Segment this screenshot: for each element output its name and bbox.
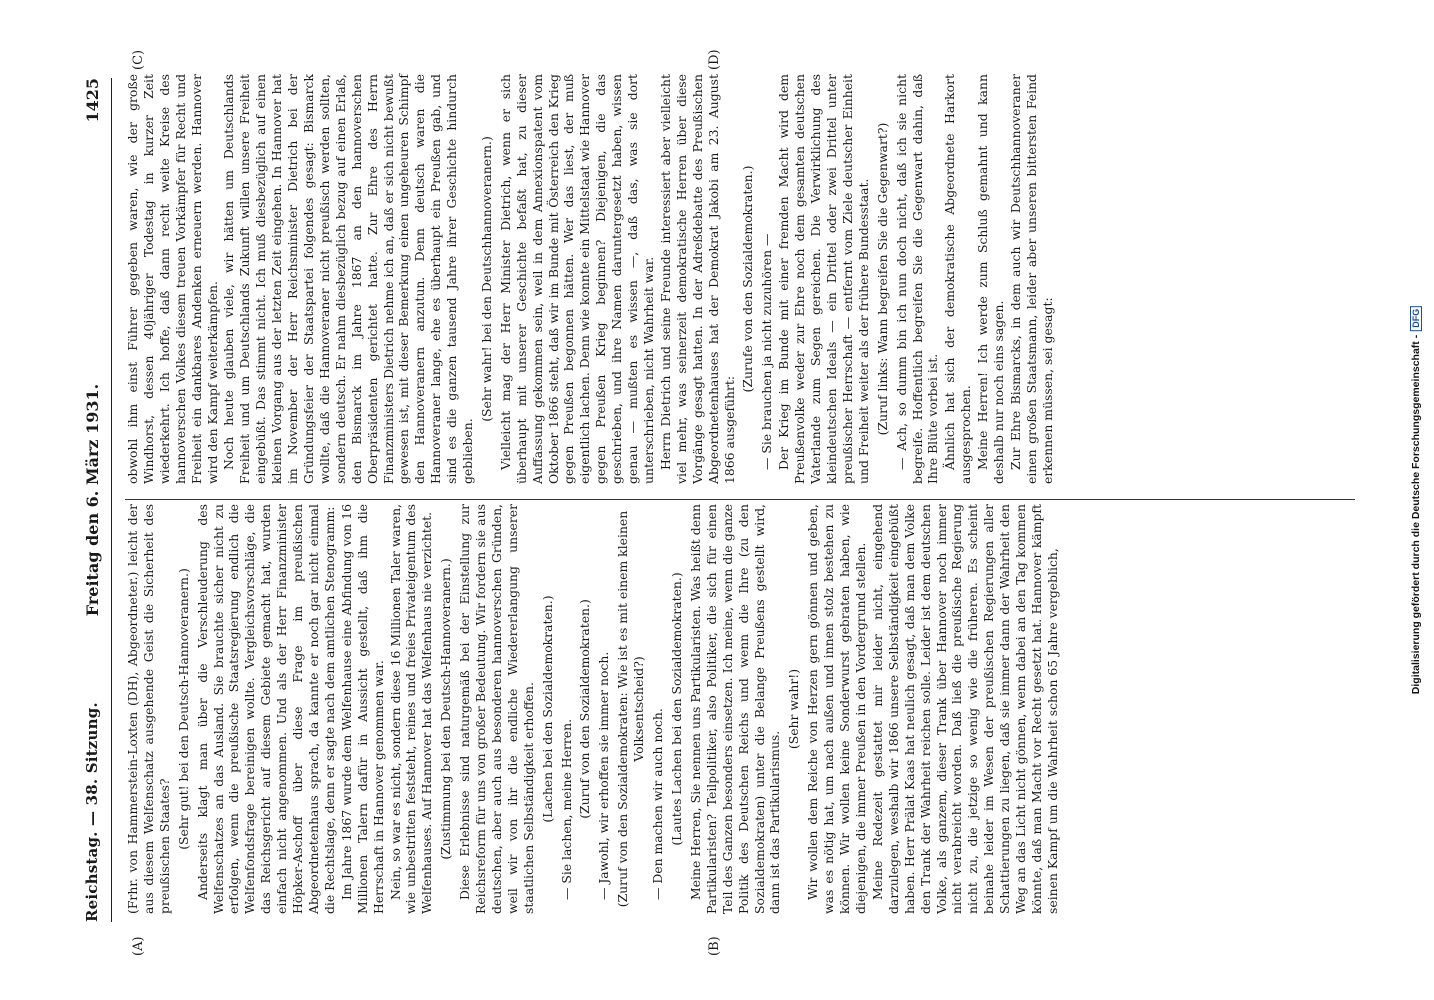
margin-marker-c: (C) — [131, 49, 146, 70]
margin-marker-b: (B) — [707, 936, 722, 956]
margin-marker-a: (A) — [131, 936, 146, 956]
paragraph: Herrn Dietrich und seine Freunde interessiert aber vielleicht viel mehr, was seinerzeit demokratische Herren über diese Vorgänge gesagt hatten. In der Adreßdebatte des Preußischen Abgeordnetenhauses hat der Demokrat Jakobi am 23. August 1866 ausgeführt: — [657, 74, 737, 484]
paragraph: Meine Herren, Sie nennen uns Partikularisten. Was heißt denn Partikularisten? Teilpolitiker, also Politiker, die sich für einen Teil des Ganzen besonders einsetzen. Ich meine, wenn die ganze Politik des Deutschen Reichs und wenn die Ihre (zu den Sozialdemokraten) unter die Belange Preußens gestellt wird, dann ist das Partikularismus. — [687, 504, 783, 914]
left-text-column — [125, 504, 1062, 914]
interjection: (Zuruf links: Wann begreifen Sie die Gegenwart?) — [874, 122, 890, 436]
paragraph: (Frhr. von Hammerstein-Loxten (DH), Abgeordneter.) leicht der aus diesem Welfenschatz ausgehende Geist die Sicherheit des preußischen Staates? — [125, 504, 172, 914]
header-session: Reichstag. — 38. Sitzung. — [83, 702, 101, 922]
dfg-logo: DFG — [1410, 306, 1422, 331]
paragraph: obwohl ihm einst Führer gegeben waren, wie der große Windhorst, dessen 40jähriger Todestag in kurzer Zeit wiederkehrt. Ich hoffe, daß dann recht weite Kreise des hannoverschen Volkes diesem treuen Vorkämpfer für Recht und Freiheit ein dankbares Andenken erneuern werden. Hannover wird den Kampf weiterkämpfen. — [125, 74, 220, 484]
right-text-column — [125, 74, 1057, 484]
page-number: 1425 — [83, 78, 102, 123]
paragraph: Meine Herren! Ich werde zum Schluß gemahnt und kann deshalb nur noch eins sagen. — [975, 74, 1007, 484]
paragraph: — Sie lachen, meine Herren. — [558, 718, 574, 900]
column-divider — [125, 499, 1355, 500]
interjection: (Sehr wahr!) — [786, 668, 802, 750]
paragraph: Meine Redezeit gestattet mir leider nicht, eingehend darzulegen, weshalb wir 1866 unsere Selbständigkeit eingebüßt haben. Herr Prälat Kaas hat neulich gesagt, daß man dem Volke den Trank der Wahrheit reichen solle. Leider ist dem deutschen Volke, als ganzem, dieser Trank über Hannover noch immer nicht verabreicht worden. Daß ließ die preußische Regierung nicht zu, die jetzige so wenig wie die früheren. Es scheint beinahe leider im Wesen der preußischen Regierungen aller Schattierungen zu liegen, daß sie immer dann der Wahrheit den Weg an das Licht nicht gönnen, wenn dabei an den Tag kommen könnte, daß man Macht vor Recht gesetzt hat. Hannover kämpft seinen Kampf um die Wahrheit schon 65 Jahre vergeblich, — [869, 504, 1060, 914]
paragraph: Vielleicht mag der Herr Minister Dietrich, wenn er sich überhaupt mit unserer Geschichte befaßt hat, zu dieser Auffassung gekommen sein, weil in dem Annexionspatent vom Oktober 1866 steht, daß wir im Bunde mit Österreich den Krieg gegen Preußen begonnen hätten. Wer das liest, der muß eigentlich lachen. Denn wie konnte ein Mittelstaat wie Hannover gegen Preußen Krieg beginnen? Diejenigen, die das geschrieben, und ihre Namen daruntergesetzt haben, wissen genau — mußten es wissen —, daß das, was sie dort unterschrieben, nicht Wahrheit war. — [497, 74, 656, 484]
paragraph: Im Jahre 1867 wurde dem Welfenhause eine Abfindung von 16 Millionen Talern dafür in Aussicht gestellt, daß ihm die Herrschaft in Hannover genommen war. — [338, 504, 386, 914]
interjection: (Zustimmung bei den Deutsch-Hannoveranern.) — [438, 558, 454, 860]
paragraph: Noch heute glauben viele, wir hätten um Deutschlands Freiheit und um Deutschlands Zukunft willen unsere Freiheit eingebüßt. Das stimmt nicht. Ich muß diesbezüglich auf einen kleinen Vorgang aus der letzten Zeit eingehen. In Hannover hat im November der Herr Reichsminister Dietrich bei der Gründungsfeier der Staatspartei folgendes gesagt: Bismarck wollte, daß die Hannoveraner nicht preußisch werden sollten, sondern deutsch. Er nahm diesbezüglich bezug auf einen Erlaß, den Bismarck im Jahre 1867 an den hannoverschen Oberpräsidenten gerichtet hatte. Zur Ehre des Herrn Finanzministers Dietrich nehme ich an, daß er sich nicht bewußt gewesen ist, mit dieser Bemerkung einen ungeheuren Schimpf den Hannoveranern anzutun. Denn deutsch waren die Hannoveraner lange, ehe es überhaupt ein Preußen gab, und sind es die ganzen tausend Jahre ihrer Geschichte hindurch geblieben. — [221, 74, 476, 484]
page-header — [77, 78, 112, 922]
paragraph: — Sie brauchen ja nicht zuzuhören — — [759, 233, 775, 470]
paragraph: Anderseits klagt man über die Verschleuderung des Welfenschatzes an das Ausland. Sie brauchte sicher nicht zu erfolgen, wenn die preußische Staatsregierung endlich die Welfenfondsfrage bereinigen wollte. Vergleichsvorschläge, die das Reichsgericht auf diesem Gebiete gemacht hat, wurden einfach nicht angenommen. Und als der Herr Finanzminister Höpker-Aschoff über diese Frage im preußischen Abgeordnetenhaus sprach, da kannte er noch gar nicht einmal die Rechtslage, denn er sagte nach dem amtlichen Stenogramm: — [194, 504, 337, 914]
interjection: (Zuruf von den Sozialdemokraten: Wie ist es mit einem kleinen Volksentscheid?) — [615, 510, 647, 908]
digitization-credit — [1404, 0, 1428, 1000]
interjection: (Sehr wahr! bei den Deutschhannoveranern.) — [478, 136, 494, 422]
interjection: (Zurufe von den Sozialdemokraten.) — [740, 165, 756, 393]
paragraph: Nein, so war es nicht, sondern diese 16 Millionen Taler waren, wie unbestritten feststeht, reines und freies Privateigentum des Welfenhauses. Auf Hannover hat das Welfenhaus nie verzichtet. — [387, 504, 435, 914]
paragraph: Der Krieg im Bunde mit einer fremden Macht wird dem Preußenvolke weder zur Ehre noch dem gesamten deutschen Vaterlande zum Segen gereichen. Die Verwirklichung des kleindeutschen Ideals — ein Drittel oder zwei Drittel unter preußischer Herrschaft — entfernt vom Ziele deutscher Einheit und Freiheit weiter als der frühere Bundesstaat. — [776, 74, 871, 484]
paragraph: Wir wollen dem Reiche von Herzen gern gönnen und geben, was es nötig hat, um nach außen und innen stolz bestehen zu können. Wir wollen keine Sonderwurst gebraten haben, wie diejenigen, die immer Preußen in den Vordergrund stellen. — [805, 504, 868, 914]
paragraph: Diese Erlebnisse sind naturgemäß bei der Einstellung zur Reichsreform für uns von großer Bedeutung. Wir fordern sie aus deutschen, aber auch aus besonderen hannoverschen Gründen, weil wir von ihr die endliche Wiedererlangung unserer staatlichen Selbständigkeit erhoffen. — [457, 504, 536, 914]
header-date: Freitag den 6. März 1931. — [83, 383, 102, 617]
margin-marker-d: (D) — [707, 49, 722, 70]
interjection: (Lachen bei den Sozialdemokraten.) — [539, 595, 555, 823]
interjection: (Lautes Lachen bei den Sozialdemokraten.) — [669, 572, 684, 846]
interjection: (Sehr gut! bei den Deutsch-Hannoveranern.) — [175, 568, 191, 850]
paragraph: Zur Ehre Bismarcks, in dem auch wir Deutschhannoveraner einen großen Staatsmann, leider aber unseren bittersten Feind erkennen müssen, sei gesagt: — [1007, 74, 1055, 484]
rotated-page-content — [47, 30, 1387, 970]
paragraph: — Ach, so dumm bin ich nun doch nicht, daß ich sie nicht begreife. Hoffentlich begreifen Sie die Gegenwart dahin, daß Ihre Blüte vorbei ist. — [893, 74, 941, 484]
paragraph: Ähnlich hat sich der demokratische Abgeordnete Harkort ausgesprochen. — [942, 74, 974, 484]
interjection: (Zuruf von den Sozialdemokraten.) — [577, 599, 593, 819]
paragraph: — Jawohl, wir erhoffen sie immer noch. — [596, 651, 612, 900]
paragraph: — Den machen wir auch noch. — [650, 708, 666, 900]
credit-text: Digitalisierung gefördert durch die Deutsche Forschungsgemeinschaft - — [1410, 334, 1422, 695]
